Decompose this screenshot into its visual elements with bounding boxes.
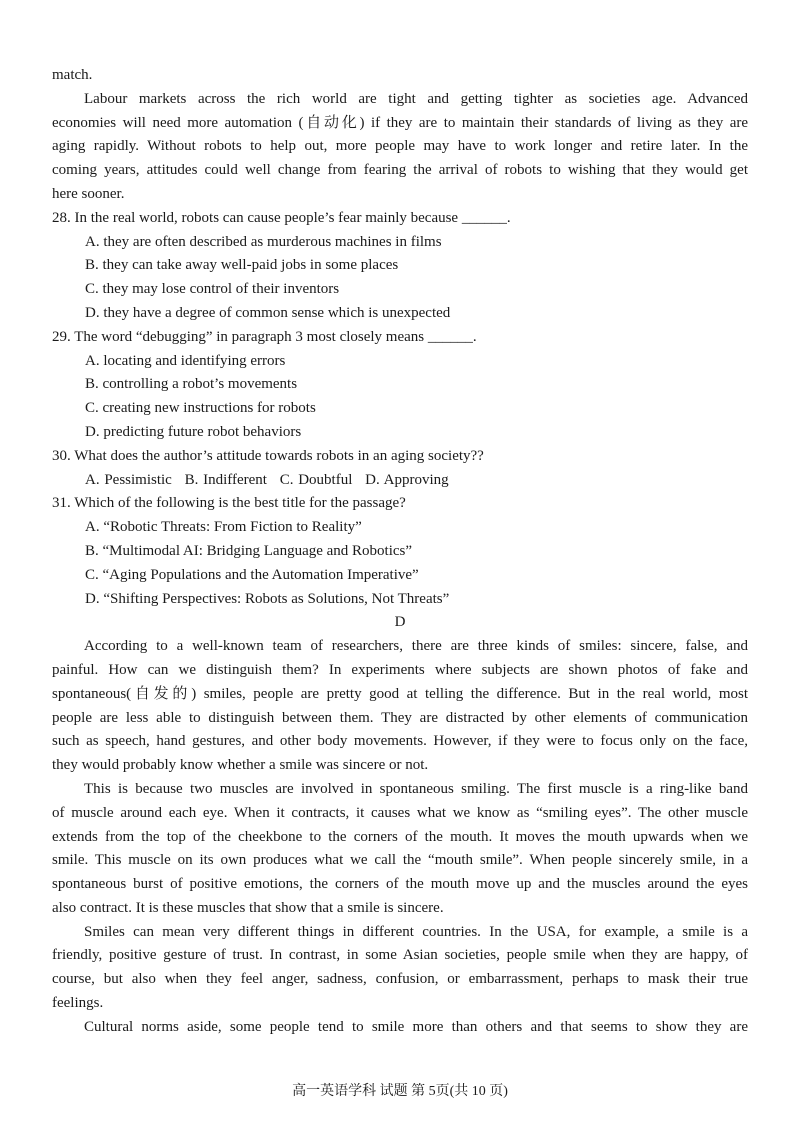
- paragraph-line: here sooner.: [52, 185, 125, 202]
- question-30: [52, 445, 748, 493]
- page-footer: 高一英语学科 试题 第 5页(共 10 页): [292, 1084, 508, 1099]
- option-b: B. they can take away well-paid jobs in some places: [85, 257, 399, 274]
- paragraph-line: friendly, positive gesture of trust. In contrast, in some Asian societies, people smile when they are happy, of: [52, 947, 748, 964]
- paragraph-line: feelings.: [52, 995, 104, 1012]
- paragraph-line: painful. How can we distinguish them? In experiments where subjects are shown photos of fake and: [52, 661, 748, 678]
- paragraph-line: coming years, attitudes could well change from fearing the arrival of robots to wishing that they would get: [52, 162, 748, 179]
- passage-tail-line: match.: [52, 67, 93, 83]
- paragraph-line: Cultural norms aside, some people tend to smile more than others and that seems to show they are: [84, 1018, 748, 1035]
- question-stem: 30. What does the author’s attitude towards robots in an aging society??: [52, 447, 484, 464]
- section-heading: D: [394, 614, 406, 631]
- paragraph-line: economies will need more automation (自动化) if they are to maintain their standards of living as they are: [52, 114, 748, 131]
- question-stem: 31. Which of the following is the best title for the passage?: [52, 495, 406, 512]
- paragraph-line: smile. This muscle on its own produces what we call the “mouth smile”. When people sincerely smile, in a: [52, 852, 748, 869]
- paragraph-line: According to a well-known team of researchers, there are three kinds of smiles: sincere, false, and: [84, 638, 748, 655]
- paragraph-line: This is because two muscles are involved in spontaneous smiling. The first muscle is a ring-like band: [84, 780, 748, 797]
- paragraph-line: spontaneous burst of positive emotions, the corners of the mouth move up and the muscles around the eyes: [52, 876, 748, 893]
- question-stem: 28. In the real world, robots can cause people’s fear mainly because ______.: [52, 209, 511, 226]
- passage-d-paragraph-2: [52, 778, 748, 921]
- option-d: D. Approving: [365, 471, 449, 488]
- question-stem: 29. The word “debugging” in paragraph 3 most closely means ______.: [52, 328, 477, 345]
- question-28: [52, 207, 748, 326]
- option-c: C. “Aging Populations and the Automation Imperative”: [85, 566, 419, 583]
- option-d: D. “Shifting Perspectives: Robots as Solutions, Not Threats”: [85, 590, 450, 607]
- passage-paragraph: [52, 88, 748, 207]
- paragraph-line: spontaneous(自发的) smiles, people are pretty good at telling the difference. But in the real world, most: [52, 685, 748, 702]
- paragraph-line: Smiles can mean very different things in different countries. In the USA, for example, a smile is a: [84, 923, 748, 940]
- paragraph-line: of muscle around each eye. When it contracts, it causes what we know as “smiling eyes”. The other muscle: [52, 804, 748, 821]
- passage-d-paragraph-1: [52, 635, 748, 778]
- option-d: D. they have a degree of common sense which is unexpected: [85, 304, 451, 321]
- option-c: C. Doubtful: [279, 471, 353, 488]
- option-d: D. predicting future robot behaviors: [85, 423, 302, 440]
- option-b: B. Indifferent: [184, 471, 267, 488]
- paragraph-line: extends from the top of the cheekbone to the corners of the mouth. It moves the mouth upwards when we: [52, 828, 748, 845]
- option-c: C. they may lose control of their inventors: [85, 281, 340, 298]
- paragraph-line: Labour markets across the rich world are tight and getting tighter as societies age. Advanced: [84, 90, 748, 107]
- paragraph-line: they would probably know whether a smile was sincere or not.: [52, 757, 429, 774]
- option-row: [52, 469, 748, 493]
- option-b: B. controlling a robot’s movements: [85, 376, 298, 393]
- option-a: A. they are often described as murderous machines in films: [85, 233, 442, 250]
- option-a: A. locating and identifying errors: [85, 352, 286, 369]
- option-b: B. “Multimodal AI: Bridging Language and Robotics”: [85, 542, 413, 559]
- passage-d-paragraph-4: [52, 1016, 748, 1040]
- option-a: A. Pessimistic: [85, 471, 172, 488]
- page-content: [52, 64, 748, 1040]
- question-31: [52, 492, 748, 611]
- passage-d-paragraph-3: [52, 921, 748, 1016]
- paragraph-line: people are less able to distinguish between them. They are distracted by other elements of communication: [52, 709, 748, 726]
- question-29: [52, 326, 748, 445]
- paragraph-line: aging rapidly. Without robots to help out, more people may have to work longer and retire later. In the: [52, 138, 748, 155]
- paragraph-line: such as speech, hand gestures, and other body movements. However, if they were to focus only on the face,: [52, 733, 748, 750]
- paragraph-line: also contract. It is these muscles that show that a smile is sincere.: [52, 899, 444, 916]
- option-a: A. “Robotic Threats: From Fiction to Reality”: [85, 519, 362, 536]
- option-c: C. creating new instructions for robots: [85, 400, 316, 417]
- paragraph-line: course, but also when they feel anger, sadness, confusion, or embarrassment, perhaps to mask their true: [52, 971, 748, 988]
